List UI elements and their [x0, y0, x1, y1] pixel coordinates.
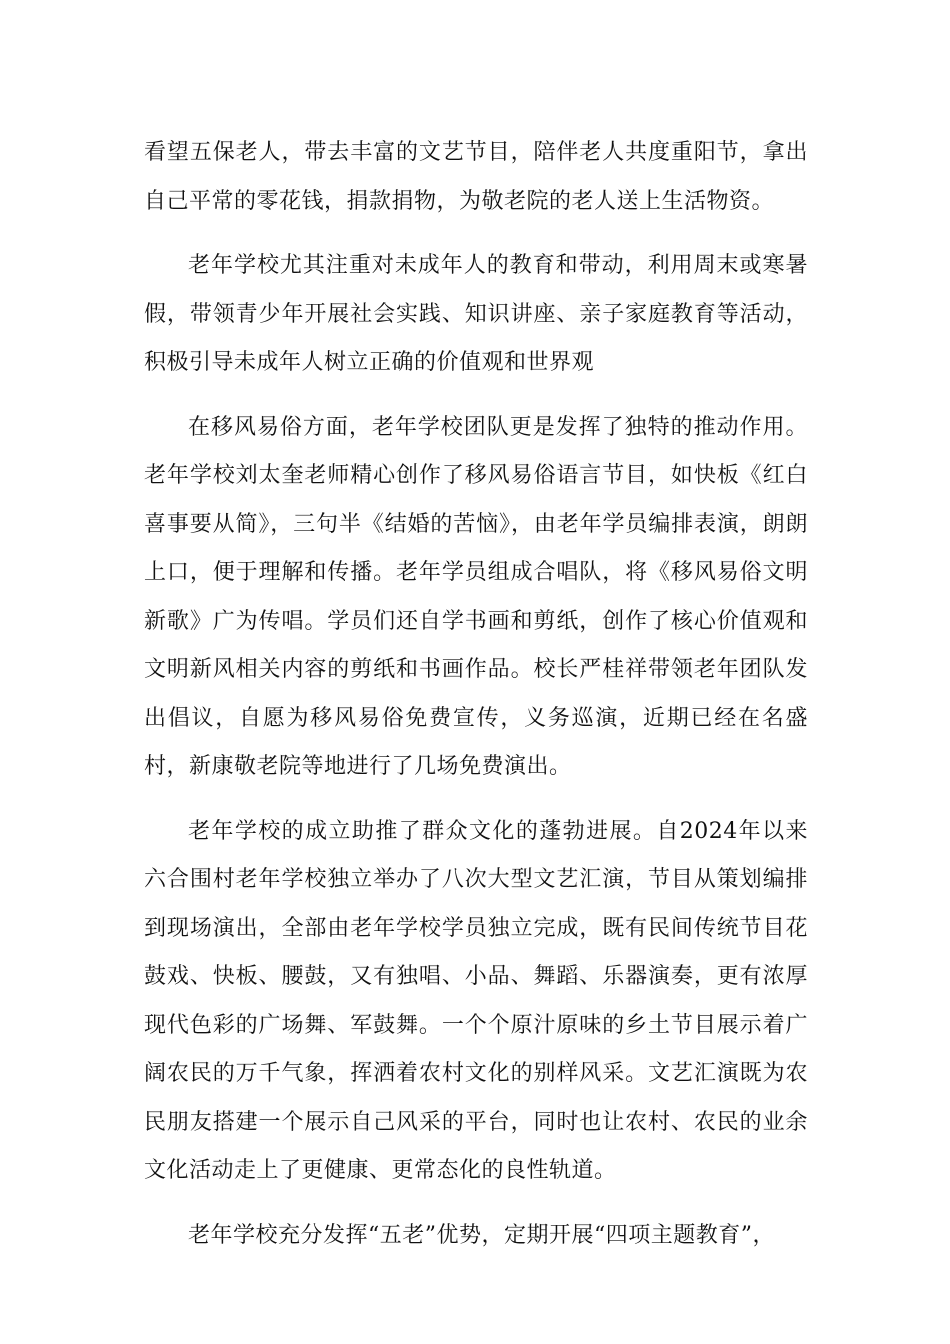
document-body — [144, 129, 808, 1276]
paragraph: 老年学校的成立助推了群众文化的蓬勃进展。自2024年以来六合围村老年学校独立举办了八次大型文艺汇演，节目从策划编排到现场演出，全部由老年学校学员独立完成，既有民间传统节目花鼓戏、快板、腰鼓，又有独唱、小品、舞蹈、乐器演奏，更有浓厚现代色彩的广场舞、军鼓舞。一个个原汁原味的乡土节目展示着广阔农民的万千气象，挥洒着农村文化的别样风采。文艺汇演既为农民朋友搭建一个展示自己风采的平台，同时也让农村、农民的业余文化活动走上了更健康、更常态化的良性轨道。 — [144, 818, 808, 1183]
paragraph-continued: 看望五保老人，带去丰富的文艺节目，陪伴老人共度重阳节，拿出自己平常的零花钱，捐款捐物，为敬老院的老人送上生活物资。 — [144, 140, 808, 214]
paragraph: 在移风易俗方面，老年学校团队更是发挥了独特的推动作用。老年学校刘太奎老师精心创作了移风易俗语言节目，如快板《红白喜事要从简》，三句半《结婚的苦恼》，由老年学员编排表演，朗朗上口，便于理解和传播。老年学员组成合唱队，将《移风易俗文明新歌》广为传唱。学员们还自学书画和剪纸，创作了核心价值观和文明新风相关内容的剪纸和书画作品。校长严桂祥带领老年团队发出倡议，自愿为移风易俗免费宣传，义务巡演，近期已经在名盛村，新康敬老院等地进行了几场免费演出。 — [144, 414, 808, 779]
paragraph: 老年学校充分发挥“五老”优势，定期开展“四项主题教育”， — [188, 1222, 775, 1248]
paragraph: 老年学校尤其注重对未成年人的教育和带动，利用周末或寒暑假，带领青少年开展社会实践、知识讲座、亲子家庭教育等活动，积极引导未成年人树立正确的价值观和世界观 — [144, 253, 808, 375]
